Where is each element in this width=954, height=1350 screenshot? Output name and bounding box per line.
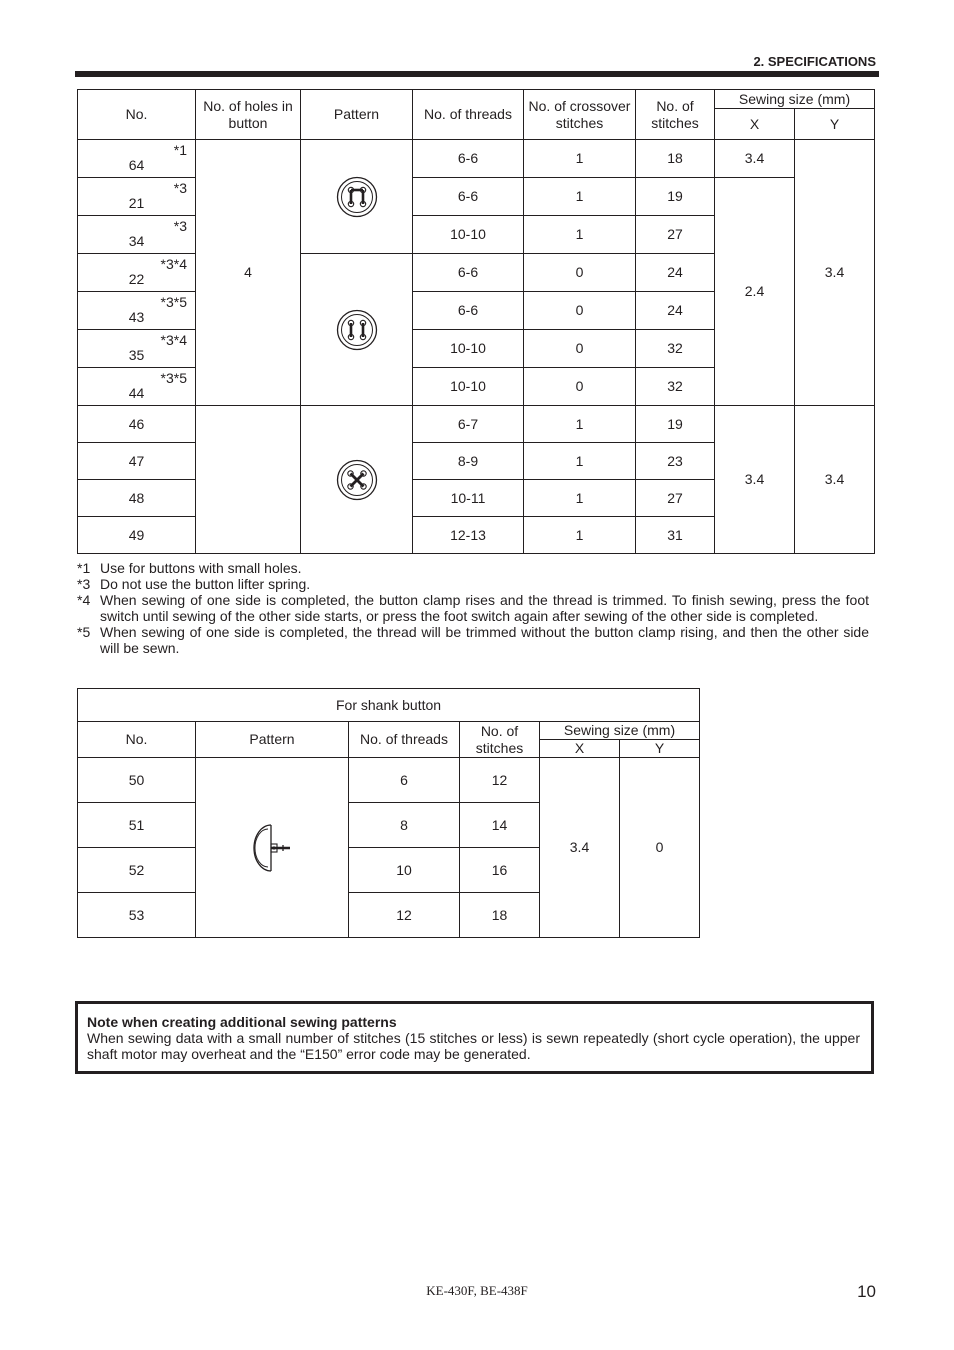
crossover-cell: 0 <box>524 254 636 292</box>
shank-button-table <box>77 688 700 938</box>
header-sewing-size: Sewing size (mm) <box>540 722 700 740</box>
stitches-cell: 24 <box>636 254 715 292</box>
row-no-cell <box>78 216 196 254</box>
crossover-cell: 0 <box>524 330 636 368</box>
footnotes <box>77 560 869 656</box>
header-y: Y <box>620 740 700 758</box>
button-spec-table <box>77 89 875 554</box>
header-threads: No. of threads <box>413 90 524 140</box>
size-x-cell: 3.4 <box>715 140 795 178</box>
stitches-cell: 18 <box>636 140 715 178</box>
threads-cell: 10-10 <box>413 216 524 254</box>
crossover-cell: 1 <box>524 178 636 216</box>
size-y-cell: 0 <box>620 758 700 938</box>
header-y: Y <box>795 109 875 140</box>
row-no: 48 <box>78 480 196 517</box>
crossover-cell: 0 <box>524 292 636 330</box>
threads-cell: 8 <box>349 803 460 848</box>
row-no: 35 <box>128 347 145 363</box>
footnote-mark: *3 <box>77 576 91 592</box>
row-no: 47 <box>78 443 196 480</box>
threads-cell: 6-6 <box>413 178 524 216</box>
stitches-cell: 31 <box>636 517 715 554</box>
pattern-cell-2 <box>301 254 413 406</box>
row-no: 52 <box>78 848 196 893</box>
footnote-mark: *4 <box>77 592 91 608</box>
threads-cell: 6-7 <box>413 406 524 443</box>
header-rule <box>75 71 879 77</box>
stitches-cell: 18 <box>460 893 540 938</box>
stitches-cell: 27 <box>636 216 715 254</box>
cross-stitch-icon <box>336 459 378 501</box>
footnote-mark: *1 <box>77 560 91 576</box>
crossover-cell: 1 <box>524 140 636 178</box>
row-no: 49 <box>78 517 196 554</box>
crossover-cell: 1 <box>524 517 636 554</box>
stitches-cell: 32 <box>636 330 715 368</box>
threads-cell: 8-9 <box>413 443 524 480</box>
row-no-cell <box>78 292 196 330</box>
size-x-cell: 3.4 <box>715 406 795 554</box>
stitches-cell: 24 <box>636 292 715 330</box>
footnote <box>77 592 869 624</box>
section-title: 2. SPECIFICATIONS <box>753 54 876 69</box>
note-title: Note when creating additional sewing patterns <box>87 1014 397 1030</box>
header-stitches: No. of stitches <box>460 722 540 758</box>
row-no: 53 <box>78 893 196 938</box>
threads-cell: 10 <box>349 848 460 893</box>
crossover-cell: 1 <box>524 480 636 517</box>
table-row <box>78 406 875 443</box>
row-note: *3 <box>173 180 187 196</box>
row-note: *3*4 <box>160 256 187 272</box>
holes-cell-blank <box>196 406 301 554</box>
row-no-cell <box>78 178 196 216</box>
row-note: *3*4 <box>160 332 187 348</box>
row-note: *3 <box>173 218 187 234</box>
holes-cell: 4 <box>196 140 301 406</box>
row-no: 22 <box>128 271 145 287</box>
header-x: X <box>540 740 620 758</box>
row-no: 64 <box>128 157 145 173</box>
shank-button-icon <box>252 823 292 873</box>
row-no: 34 <box>128 233 145 249</box>
row-note: *1 <box>173 142 187 158</box>
parallel-stitch-no-crossover-icon <box>336 309 378 351</box>
footnote-text: Use for buttons with small holes. <box>100 560 302 576</box>
threads-cell: 12 <box>349 893 460 938</box>
threads-cell: 6-6 <box>413 140 524 178</box>
footer-model: KE-430F, BE-438F <box>426 1283 528 1298</box>
size-x-cell: 3.4 <box>540 758 620 938</box>
row-no-cell <box>78 140 196 178</box>
crossover-cell: 0 <box>524 368 636 406</box>
note-body: When sewing data with a small number of stitches (15 stitches or less) is sewn repeatedly (short cycle operation), the upper shaft motor may overheat and the “E150” error code may be generated. <box>87 1030 860 1062</box>
header-stitches: No. of stitches <box>636 90 715 140</box>
pattern-cell-3 <box>301 406 413 554</box>
footnote-text: When sewing of one side is completed, the button clamp rises and the thread is trimmed. To finish sewing, press the foot switch until sewing of the other side starts, or press the foot switch again after sewing of the other side is completed. <box>100 592 869 624</box>
parallel-stitch-icon <box>336 176 378 218</box>
crossover-cell: 1 <box>524 443 636 480</box>
footnote <box>77 560 869 576</box>
threads-cell: 12-13 <box>413 517 524 554</box>
stitches-cell: 23 <box>636 443 715 480</box>
row-no-cell <box>78 254 196 292</box>
header-sewing-size: Sewing size (mm) <box>715 90 875 109</box>
threads-cell: 10-10 <box>413 330 524 368</box>
size-y-cell: 3.4 <box>795 406 875 554</box>
row-no: 51 <box>78 803 196 848</box>
header-holes: No. of holes in button <box>196 90 301 140</box>
header-crossover: No. of crossover stitches <box>524 90 636 140</box>
stitches-cell: 27 <box>636 480 715 517</box>
threads-cell: 6-6 <box>413 254 524 292</box>
size-y-cell: 3.4 <box>795 140 875 406</box>
row-no: 44 <box>128 385 145 401</box>
threads-cell: 10-10 <box>413 368 524 406</box>
header-no: No. <box>78 90 196 140</box>
row-no: 50 <box>78 758 196 803</box>
pattern-cell <box>196 758 349 938</box>
pattern-cell-1 <box>301 140 413 254</box>
threads-cell: 10-11 <box>413 480 524 517</box>
crossover-cell: 1 <box>524 406 636 443</box>
crossover-cell: 1 <box>524 216 636 254</box>
stitches-cell: 12 <box>460 758 540 803</box>
row-no-cell <box>78 330 196 368</box>
size-x-cell: 2.4 <box>715 178 795 406</box>
footnote <box>77 624 869 656</box>
row-note: *3*5 <box>160 294 187 310</box>
table-row <box>78 758 700 803</box>
footnote <box>77 576 869 592</box>
note-box <box>75 1001 874 1074</box>
header-x: X <box>715 109 795 140</box>
row-no: 43 <box>128 309 145 325</box>
header-pattern: Pattern <box>301 90 413 140</box>
table-title: For shank button <box>78 689 700 722</box>
threads-cell: 6 <box>349 758 460 803</box>
stitches-cell: 19 <box>636 406 715 443</box>
stitches-cell: 14 <box>460 803 540 848</box>
table-row <box>78 140 875 178</box>
header-no: No. <box>78 722 196 758</box>
row-no: 46 <box>78 406 196 443</box>
stitches-cell: 16 <box>460 848 540 893</box>
header-pattern: Pattern <box>196 722 349 758</box>
row-no-cell <box>78 368 196 406</box>
row-no: 21 <box>128 195 145 211</box>
header-threads: No. of threads <box>349 722 460 758</box>
footnote-mark: *5 <box>77 624 91 640</box>
page-number: 10 <box>857 1282 876 1301</box>
threads-cell: 6-6 <box>413 292 524 330</box>
footnote-text: When sewing of one side is completed, the thread will be trimmed without the button clamp rising, and then the other side will be sewn. <box>100 624 869 656</box>
row-note: *3*5 <box>160 370 187 386</box>
footnote-text: Do not use the button lifter spring. <box>100 576 311 592</box>
stitches-cell: 32 <box>636 368 715 406</box>
stitches-cell: 19 <box>636 178 715 216</box>
